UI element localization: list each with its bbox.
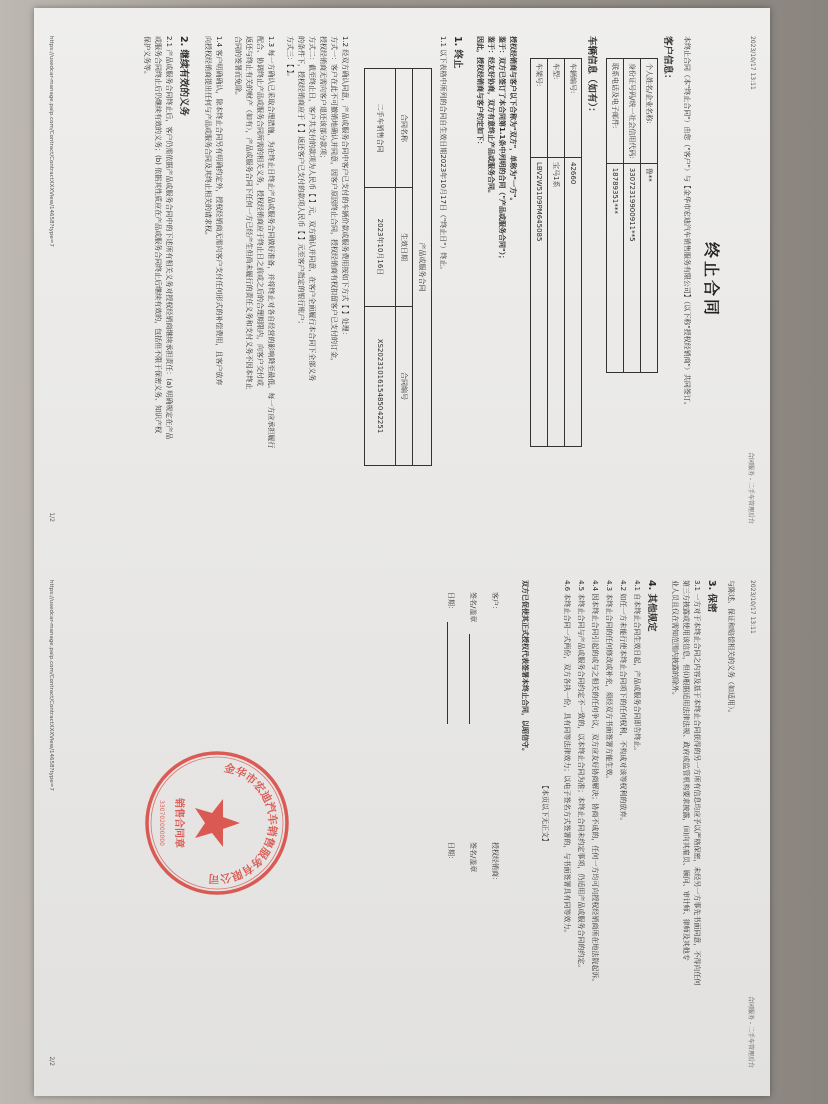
- customer-name-label: 个人姓名/企业名称:: [641, 59, 658, 164]
- clause-1-2-line-6: 方式三：【 】。: [286, 36, 294, 81]
- customer-date-label: 日期：: [447, 592, 455, 613]
- col-contract-no: 合同编号: [396, 307, 413, 466]
- system-name: 合同服务 - 二手车管理后台: [747, 452, 754, 524]
- page-one: [34, 8, 770, 552]
- clause-1-2-line-1: 1.2 经双方确认同意，产品或服务合同中客户已支付的车辆价款或服务费用按如下方式【 】处理：: [341, 36, 349, 339]
- clause-3-1-line-3: 业人员且仅在需知范围内披露的除外。: [671, 580, 679, 699]
- company-seal: [142, 748, 292, 898]
- clause-2-1-line-3: 保护义务等。: [143, 36, 151, 78]
- dealer-date-label: 日期：: [447, 842, 455, 863]
- clause-4-1: 4.1 自本终止合同生效日起，产品或服务合同即告终止。: [633, 580, 641, 755]
- customer-date-line: [447, 622, 448, 724]
- dealer-sign-field: 签名/盖章: [469, 842, 477, 873]
- cell-contract-no: XS20231016154850 42251: [365, 307, 396, 466]
- clause-3-1-line-2: 第三方披露或使用该信息，但(i)根据适用法律法规、政府或监管机构要求披露，(ii)向其雇员、顾问、审计师、律师及其他专: [682, 580, 690, 961]
- vehicle-vin-label: 车架号:: [531, 59, 548, 158]
- clause-1-2-line-2: 方式一：客户在此不可撤销地确认并同意，因客户原因终止合同，授权经销商有权扣留客户已支付的订金，: [330, 36, 338, 365]
- customer-id-label: 身份证号码/统一社会信用代码:: [624, 59, 641, 164]
- customer-sign-label: 客户：: [491, 592, 499, 613]
- signing-note: 双方已促使其正式授权代表签署本终止合同，以昭信守。: [521, 580, 529, 755]
- customer-sign-field: 签名/盖章: [469, 592, 477, 623]
- clause-1-2-line-3: 授权经销商无需向客户退还该部分款项；: [319, 36, 327, 162]
- section-4-heading: 4. 其他规定: [646, 580, 657, 632]
- clause-1-3-line-2: 配合、协调终止产品或服务合同所需的相关义务，授权经销商应于终止日之前或之后的合理期限内，向客户交付或: [256, 36, 264, 386]
- clause-1-2-line-5: 的条件下，授权经销商应于【 】返还客户已支付的款项人民币【 】元至客户指定的银行账户；: [297, 36, 305, 328]
- vehicle-code: 42660: [565, 158, 582, 447]
- customer-sign-line: [469, 634, 470, 724]
- contract-sheet: [34, 8, 770, 1096]
- vehicle-vin: LBV2W5109PM645085: [531, 158, 548, 447]
- clause-1-2-line-4: 方式二：截至终止日，客户共支付的款项为人民币【 】元，双方确认并同意，在客户全面履行本合同下全部义务: [308, 36, 316, 382]
- clause-4-3: 4.3 本终止合同的任何修改或补充，须经双方书面签署方能生效。: [605, 580, 613, 783]
- col-effective-date: 生效日期: [396, 188, 413, 307]
- footer-url-2: https://usedcar-manage.paip.com/Contract/ContractXXXView/14658?type=7: [48, 580, 54, 791]
- clause-2-1-line-1: 2.1 产品或服务合同终止后，客户仍需依据产品或服务合同中的下述所有相关义务对授权经销商继续承担责任：(a) 明确规定在产品: [165, 36, 173, 440]
- clause-4-5: 4.5 本终止合同与产品或服务合同约定不一致的，以本终止合同为准；本终止合同未约定事项，仍适用产品或服务合同的约定。: [577, 580, 585, 972]
- clause-1-3-line-3: 返还与终止有关的财产（如有），产品或服务合同下任何一方已经产生但尚未履行的责任义务和支付义务不因本终止: [245, 36, 253, 390]
- system-name-2: 合同服务 - 二手车管理后台: [747, 996, 754, 1068]
- page-number-2: 2/2: [48, 1056, 55, 1066]
- customer-heading: 客户信息：: [662, 36, 673, 84]
- def-line-2: 鉴于：双方已签订了本合同第1.1条中列明的合同（"产品或服务合同"）；: [498, 36, 506, 263]
- vehicle-model-label: 车型:: [548, 59, 565, 158]
- clause-3-1-line-1: 3.1 一方对于本终止合同之内容及基于本终止合同获得的另一方所有信息均应予以严格保密，未经另一方事先书面同意，不得向任何: [693, 580, 701, 986]
- customer-contact-label: 联系电话及电子邮件:: [607, 59, 624, 164]
- def-line-1: 授权经销商与客户以下合称为"双方"，单称为"一方"。: [509, 36, 517, 205]
- page-number-1: 1/2: [48, 512, 55, 522]
- vehicle-heading: 车辆信息（如有）：: [586, 36, 597, 117]
- contract-table: [364, 68, 432, 466]
- cell-contract-name: 二手车销售合同: [365, 69, 396, 188]
- customer-id: 33072319900911**5: [624, 163, 641, 372]
- vehicle-table: [530, 58, 582, 447]
- section-3-lead: 与陈述、保证和赔偿相关的义务（如适用）。: [727, 580, 735, 717]
- clause-2-1-line-2: 或服务合同终止后仍继续有效的义务；(b) 依据其性质应在产品或服务合同终止后继续有效的，包括但不限于保密义务、知识产权: [154, 36, 162, 434]
- cell-effective-date: 2023年10月16日: [365, 188, 396, 307]
- clause-1-3-line-4: 合同的签署而免除。: [234, 36, 242, 99]
- clause-4-6: 4.6 本终止合同一式两份，双方各执一份，具有同等法律效力；以电子签名方式签署的，与书面签署具有同等效力。: [563, 580, 571, 937]
- clause-1-1: 1.1 以下表格中所列的合同自生效日期2023年10月17日（"终止日"）终止。: [439, 36, 447, 274]
- clause-1-4-line-2: 向授权经销商提出任何与产品或服务合同及其终止相关的请求权。: [204, 36, 212, 239]
- clause-1-3-line-1: 1.3 每一方确认已采取合理措施，为在终止日终止产品或服务合同做好准备，并将终止对各自经营的影响降至最低。每一方应承担履行: [267, 36, 275, 449]
- def-line-3: 鉴于：经友好协商，双方有意终止产品或服务合同。: [487, 36, 495, 197]
- end-of-text: 【本页以下无正文】: [541, 782, 549, 845]
- section-2-heading: 2. 继续有效的义务: [178, 36, 189, 117]
- footer-url-1: https://usedcar-manage.paip.com/Contract/ContractXXXView/14658?type=7: [48, 36, 54, 247]
- document-title: 终止合同: [702, 241, 721, 318]
- seal-number: 330702000000: [158, 800, 165, 846]
- party-intro: 本终止合同（本"终止合同"）由您（"客户"）与【金华市宏迪汽车销售服务有限公司】（以下称"授权经销商"）共同签订。: [683, 36, 691, 409]
- seal-center-text: 销售合同章: [173, 798, 184, 848]
- rotated-content: [34, 8, 770, 1096]
- clause-4-4: 4.4 因本终止合同引起的或与之相关的任何争议，双方应友好协商解决；协商不成的，任何一方均可向授权经销商所在地法院起诉。: [591, 580, 599, 986]
- section-3-heading: 3. 保密: [706, 580, 717, 613]
- seal-ring-text: 金华市宏迪汽车销售服务有限公司: [208, 761, 280, 886]
- customer-name: 鲁**: [641, 163, 658, 372]
- contract-table-title: 产品或服务合同: [413, 69, 432, 466]
- vehicle-model: 宝马1系: [548, 158, 565, 447]
- customer-table: [606, 58, 658, 373]
- clause-1-4-line-1: 1.4 客户明确确认，除本终止合同另有明确约定外，授权经销商无需向客户支付任何形式的补偿费用，且客户放弃: [215, 36, 223, 386]
- print-time: 2023/10/17 13:11: [749, 36, 756, 90]
- def-line-4: 因此，授权经销商与客户约定如下：: [476, 36, 484, 148]
- col-contract-name: 合同名称: [396, 69, 413, 188]
- clause-4-2: 4.2 如任一方未能行使本终止合同项下的任何权利，不构成对该等权利的放弃。: [619, 580, 627, 825]
- section-1-heading: 1. 终止: [452, 36, 463, 69]
- customer-contact: 18789351***: [607, 163, 624, 372]
- print-time-2: 2023/10/17 13:11: [749, 580, 756, 634]
- dealer-sign-label: 授权经销商：: [491, 842, 499, 884]
- vehicle-code-label: 车辆编号:: [565, 59, 582, 158]
